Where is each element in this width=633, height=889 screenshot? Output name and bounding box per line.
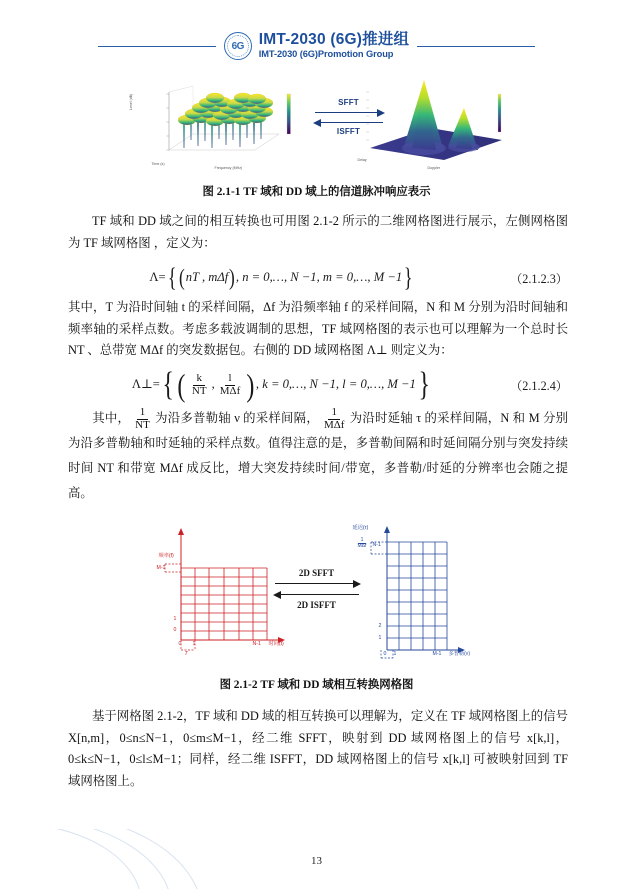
fraction-denominator: MΔf — [323, 418, 345, 431]
header-titles — [259, 32, 409, 59]
paragraph-3-rest: 为沿多普勒轴和时延轴的采样点数。值得注意的是，多普勒间隔和时延间隔分别与突发持续时间 NT 和带宽 MΔf 成反比，增大突发持续时间/带宽，多普勒/时延的分辨率也会随之提高。 — [68, 436, 568, 501]
fraction-numerator: k — [193, 373, 205, 386]
dd-grid-x-axis-label: 多普勒(ν) — [448, 651, 471, 657]
brace-close-icon: } — [404, 263, 413, 292]
arrow-bar — [275, 583, 353, 584]
fraction-denominator: NT — [135, 418, 150, 431]
tf-grid-x-tick-0: 0 — [178, 641, 182, 647]
paragraph-4-text: 基于网格图 2.1-2，TF 域和 DD 域的相互转换可以理解为，定义在 TF 域网格图上的信号 X[n,m]，0≤n≤N−1，0≤m≤M−1，经二维 SFFT，映射到 DD 域网格图上的信号 x[k,l]，0≤k≤N−1，0≤l≤M−1；同样，经二维 ISFFT，DD 域网格图上的信号 x[k,l] 可被映射回到 TF 域网格图上。 — [68, 709, 568, 788]
equation-2-1-2-4-lhs: Λ⊥= — [131, 376, 160, 391]
equation-2-1-2-3-inner-b: , n = 0,…, N −1, m = 0,…, M −1 — [235, 269, 403, 284]
sfft-arrow-label: SFFT — [338, 98, 359, 107]
dd-plot-x-axis-label: Delay — [357, 158, 367, 162]
equation-2-1-2-3-inner-a: nT , mΔf — [185, 269, 229, 284]
paragraph-3-mid-2: 为沿时延轴 τ 的采样间隔，N 和 M 分别 — [349, 411, 568, 425]
header-title-en: IMT-2030 (6G)Promotion Group — [258, 48, 394, 59]
equation-2-1-2-3-number: （2.1.2.3） — [510, 271, 568, 286]
paragraph-1 — [68, 211, 568, 254]
tf-grid-svg — [157, 520, 287, 660]
paren-close-icon: ) — [246, 366, 255, 403]
tf-grid-x-last-tick: N-1 — [252, 641, 261, 647]
tf-grid-x-tick-1: 1 — [192, 641, 196, 647]
brace-close-icon: } — [418, 366, 430, 403]
paragraph-3-prefix: 其中， — [92, 411, 131, 425]
figure-2 — [0, 520, 633, 660]
dd-grid-y-top-tick: N-1 — [372, 542, 381, 548]
equation-2-1-2-4-fraction-2 — [217, 373, 244, 397]
brace-open-icon: { — [162, 366, 174, 403]
brace-open-icon: { — [167, 263, 177, 292]
arrow-bar — [281, 594, 359, 595]
dd-grid-x-tick-1: 1 — [393, 651, 397, 657]
paragraph-1-text: TF 域和 DD 域之间的相互转换也可用图 2.1-2 所示的二维网格图进行展示，左侧网格图为 TF 域网格图 ，定义为： — [68, 214, 568, 250]
tf-domain-surface-plot — [127, 76, 297, 176]
page-number: 13 — [311, 855, 322, 867]
2d-isfft-arrow-label: 2D ISFFT — [297, 600, 336, 610]
equation-2-1-2-3-row — [68, 263, 568, 293]
dd-grid-x-tick-0: 0 — [383, 651, 387, 657]
logo-ring-icon — [227, 35, 249, 57]
paragraph-4 — [68, 706, 568, 792]
tf-grid-y-top-tick: M-1 — [156, 565, 166, 571]
imt2030-logo-icon — [224, 32, 252, 60]
paragraph-3 — [68, 406, 568, 506]
logo-text: 6G — [231, 40, 244, 52]
paren-open-icon: ( — [177, 366, 186, 403]
dd-grid-y-axis-label: 延迟(τ) — [352, 525, 369, 531]
paragraph-3-fraction-2 — [321, 407, 348, 431]
equation-2-1-2-4-row — [68, 366, 568, 404]
tf-grid-x-axis-label: 时间(t) — [268, 641, 284, 647]
tf-grid-y-tick-0: 0 — [173, 627, 177, 633]
2d-sfft-arrow-forward-icon — [273, 578, 361, 589]
figure-1 — [0, 74, 633, 178]
dd-domain-surface-plot — [352, 74, 507, 174]
fraction-separator: , — [211, 376, 215, 391]
equation-2-1-2-4-body — [68, 366, 496, 404]
equation-2-1-2-4-fraction-1 — [189, 373, 210, 397]
paragraph-3-fraction-1 — [132, 407, 153, 431]
figure-1-content — [127, 74, 507, 178]
fraction-numerator: l — [225, 373, 234, 386]
tf-grid-y-tick-1: 1 — [173, 616, 177, 622]
dd-grid-svg — [352, 520, 475, 660]
tf-plot-z-axis-label: Frequency (MHz) — [214, 166, 243, 170]
fraction-denominator: NT — [191, 384, 207, 397]
figure-1-caption: 图 2.1-1 TF 域和 DD 域上的信道脉冲响应表示 — [202, 186, 431, 198]
paren-close-icon: ) — [229, 265, 235, 290]
paren-open-icon: ( — [179, 265, 185, 290]
header-title-cn: IMT-2030 (6G)推进组 — [258, 31, 410, 49]
equation-2-1-2-4-number: （2.1.2.4） — [510, 378, 568, 393]
equation-2-1-2-3-body — [68, 263, 496, 293]
dd-grid-y-tick-2: 2 — [378, 623, 382, 629]
equation-2-1-2-4-tail: , k = 0,…, N −1, l = 0,…, M −1 — [255, 376, 416, 391]
figure-2-caption: 图 2.1-2 TF 域和 DD 域相互转换网格图 — [219, 679, 414, 691]
isfft-arrow-label: ISFFT — [336, 127, 361, 136]
page-header — [0, 24, 633, 68]
fraction-numerator: 1 — [328, 407, 340, 420]
header-rule-right — [417, 46, 535, 47]
tf-grid-y-axis-label: 频率(f) — [158, 553, 174, 559]
header-rule-left — [98, 46, 216, 47]
figure-2-transform-arrows — [273, 568, 361, 610]
fraction-numerator: 1 — [358, 538, 367, 544]
equation-2-1-2-3-lhs: Λ= — [149, 269, 166, 284]
fraction-denominator: MΔf — [357, 543, 367, 550]
dd-grid-x-last-tick: M-1 — [432, 651, 442, 657]
fraction-denominator: MΔf — [219, 384, 241, 397]
2d-isfft-arrow-backward-icon — [273, 589, 361, 600]
paragraph-3-mid-1: 为沿多普勒轴 ν 的采样间隔， — [154, 411, 319, 425]
2d-sfft-arrow-label: 2D SFFT — [298, 568, 335, 578]
dd-grid-spacing-fraction — [355, 538, 370, 550]
arrow-head-left-icon — [313, 119, 321, 127]
tf-surface-svg — [127, 76, 297, 176]
fraction-numerator: 1 — [137, 407, 149, 420]
dd-grid-y-tick-1: 1 — [378, 635, 382, 641]
dd-surface-svg — [352, 74, 507, 174]
tf-grid-spacing-label: T — [184, 651, 188, 657]
paragraph-2: 其中，T 为沿时间轴 t 的采样间隔，Δf 为沿频率轴 f 的采样间隔，N 和 M 分别为沿时间轴和频率轴的采样点数。考虑多载波调制的思想，TF 域网格图的表示也可以理解为一个总时长 NT 、总带宽 MΔf 的突发数据包。右侧的 DD 域网格图 Λ⊥ 则定义为： — [68, 300, 568, 358]
figure-2-content — [157, 520, 477, 660]
tf-plot-y-axis-label: Level (dB) — [128, 93, 133, 110]
arrow-head-left-icon — [273, 591, 281, 599]
dd-plot-z-axis-label: Doppler — [427, 166, 441, 170]
tf-plot-x-axis-label: Time (s) — [151, 162, 165, 166]
